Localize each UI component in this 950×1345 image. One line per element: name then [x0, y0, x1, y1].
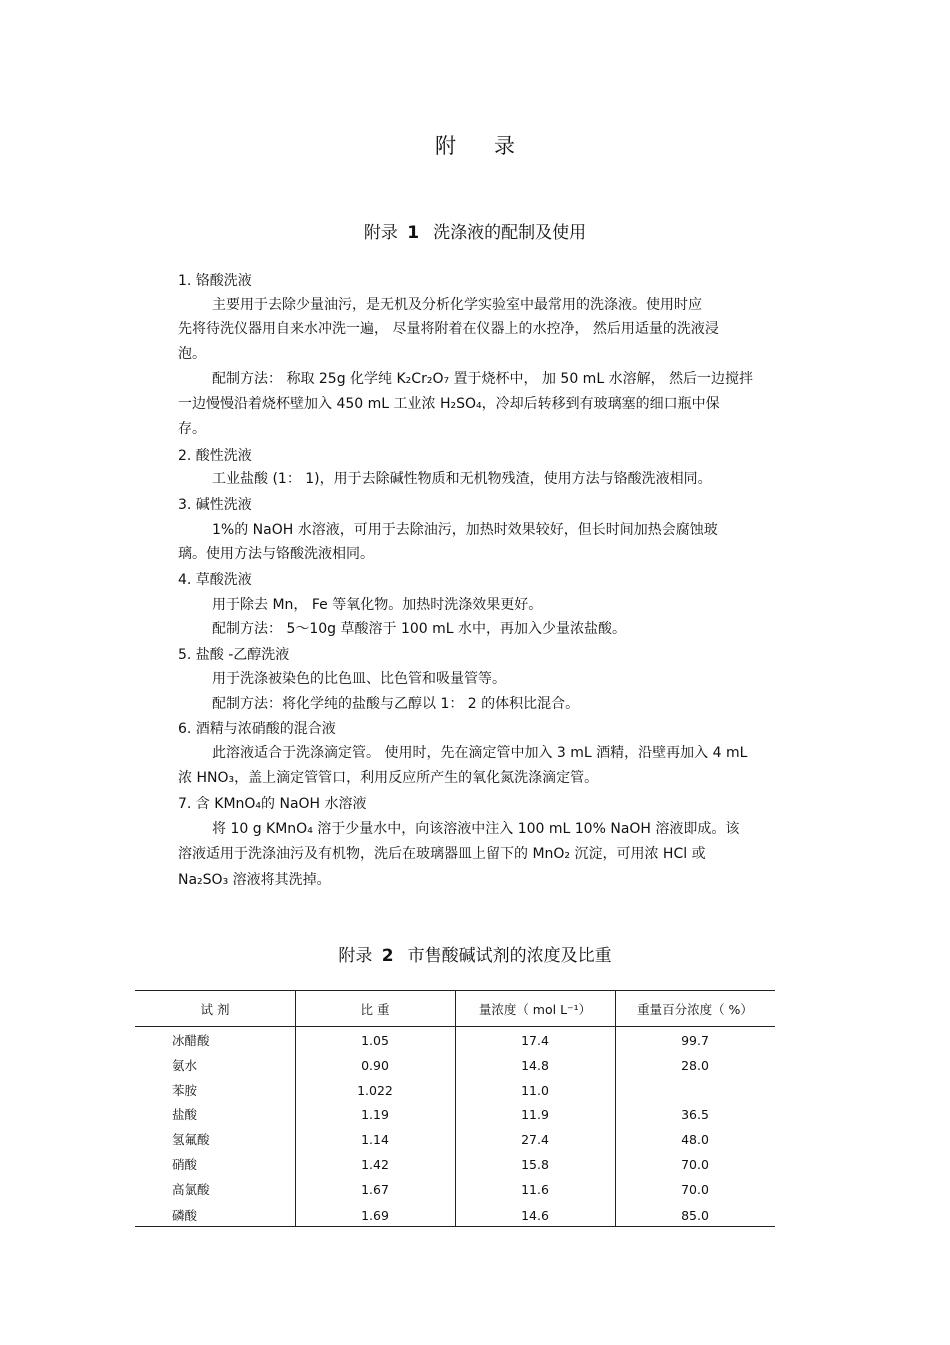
specific-gravity-cell: 1.67: [361, 1182, 389, 1197]
paragraph-line: 配制方法：将化学纯的盐酸与乙醇以 1： 2 的体积比混合。: [212, 696, 580, 712]
header-mass-percent: 重量百分浓度（ %）: [637, 1002, 753, 1017]
mass-percent-cell: 28.0: [681, 1058, 709, 1073]
item-heading: 4. 草酸洗液: [178, 572, 252, 588]
paragraph-line: 用于除去 Mn， Fe 等氧化物。加热时洗涤效果更好。: [212, 597, 543, 613]
molarity-cell: 14.8: [521, 1058, 549, 1073]
paragraph-line: 将 10 g KMnO₄ 溶于少量水中，向该溶液中注入 100 mL 10% NaOH 溶液即成。该: [212, 821, 740, 837]
reagent-name-cell: 氨水: [172, 1058, 198, 1073]
appendix1-title: [0, 218, 950, 243]
appendix2-number: 2: [381, 946, 394, 966]
item-heading: 2. 酸性洗液: [178, 448, 252, 464]
specific-gravity-cell: 1.19: [361, 1107, 389, 1122]
molarity-cell: 27.4: [521, 1132, 549, 1147]
mass-percent-cell: 48.0: [681, 1132, 709, 1147]
appendix2-heading: 市售酸碱试剂的浓度及比重: [407, 946, 612, 966]
mass-percent-cell: 70.0: [681, 1182, 709, 1197]
specific-gravity-cell: 1.022: [357, 1083, 393, 1098]
reagent-name-cell: 冰醋酸: [172, 1033, 210, 1048]
appendix2-title: [0, 941, 950, 966]
specific-gravity-cell: 0.90: [361, 1058, 389, 1073]
appendix1-number: 1: [407, 223, 420, 243]
paragraph-line: 此溶液适合于洗涤滴定管。 使用时，先在滴定管中加入 3 mL 酒精，沿壁再加入 4 mL: [212, 745, 748, 761]
item-heading: 7. 含 KMnO₄的 NaOH 水溶液: [178, 796, 367, 812]
mass-percent-cell: 70.0: [681, 1157, 709, 1172]
molarity-cell: 11.6: [521, 1182, 549, 1197]
appendix2-label: 附录: [338, 946, 373, 966]
molarity-cell: 14.6: [521, 1208, 549, 1223]
reagent-name-cell: 硝酸: [172, 1157, 198, 1172]
paragraph-line: 配制方法： 5～10g 草酸溶于 100 mL 水中，再加入少量浓盐酸。: [212, 621, 627, 637]
paragraph-line: 浓 HNO₃，盖上滴定管管口，利用反应所产生的氧化氮洗涤滴定管。: [178, 770, 599, 786]
item-heading: 1. 铬酸洗液: [178, 273, 252, 289]
mass-percent-cell: 85.0: [681, 1208, 709, 1223]
header-reagent: 试 剂: [200, 1002, 230, 1017]
header-specific-gravity: 比 重: [360, 1002, 390, 1017]
item-heading: 5. 盐酸 -乙醇洗液: [178, 647, 290, 663]
paragraph-line: 先将待洗仪器用自来水冲洗一遍， 尽量将附着在仪器上的水控净， 然后用适量的洗液浸: [178, 321, 719, 337]
item-heading: 6. 酒精与浓硝酸的混合液: [178, 721, 336, 737]
reagent-name-cell: 高氯酸: [172, 1182, 210, 1197]
specific-gravity-cell: 1.14: [361, 1132, 389, 1147]
table-bottom-rule: [135, 1226, 775, 1227]
appendix1-heading: 洗涤液的配制及使用: [433, 223, 587, 243]
paragraph-line: 配制方法： 称取 25g 化学纯 K₂Cr₂O₇ 置于烧杯中， 加 50 mL 水溶解， 然后一边搅拌: [212, 371, 754, 387]
paragraph-line: 泡。: [178, 346, 206, 362]
paragraph-line: 用于洗涤被染色的比色皿、比色管和吸量管等。: [212, 671, 506, 687]
specific-gravity-cell: 1.05: [361, 1033, 389, 1048]
paragraph-line: 1%的 NaOH 水溶液，可用于去除油污，加热时效果较好，但长时间加热会腐蚀玻: [212, 522, 718, 538]
molarity-cell: 17.4: [521, 1033, 549, 1048]
molarity-cell: 15.8: [521, 1157, 549, 1172]
paragraph-line: 璃。使用方法与铬酸洗液相同。: [178, 546, 374, 562]
appendix1-label: 附录: [363, 223, 398, 243]
reagent-name-cell: 氢氟酸: [172, 1132, 210, 1147]
item-heading: 3. 碱性洗液: [178, 497, 252, 513]
page-title: 附录: [435, 134, 553, 158]
reagent-name-cell: 磷酸: [172, 1208, 198, 1223]
paragraph-line: Na₂SO₃ 溶液将其洗掉。: [178, 872, 331, 888]
mass-percent-cell: 99.7: [681, 1033, 709, 1048]
paragraph-line: 一边慢慢沿着烧杯壁加入 450 mL 工业浓 H₂SO₄，冷却后转移到有玻璃塞的细口瓶中保: [178, 396, 720, 412]
paragraph-line: 存。: [178, 421, 206, 437]
mass-percent-cell: 36.5: [681, 1107, 709, 1122]
molarity-cell: 11.9: [521, 1107, 549, 1122]
reagent-name-cell: 盐酸: [172, 1107, 198, 1122]
header-molarity: 量浓度（ mol L⁻¹）: [478, 1002, 592, 1017]
specific-gravity-cell: 1.42: [361, 1157, 389, 1172]
reagent-name-cell: 苯胺: [172, 1083, 198, 1098]
paragraph-line: 工业盐酸 (1： 1)，用于去除碱性物质和无机物残渣，使用方法与铬酸洗液相同。: [212, 471, 712, 487]
paragraph-line: 主要用于去除少量油污，是无机及分析化学实验室中最常用的洗涤液。使用时应: [212, 297, 702, 313]
molarity-cell: 11.0: [521, 1083, 549, 1098]
specific-gravity-cell: 1.69: [361, 1208, 389, 1223]
paragraph-line: 溶液适用于洗涤油污及有机物，洗后在玻璃器皿上留下的 MnO₂ 沉淀，可用浓 HCl 或: [178, 846, 706, 862]
